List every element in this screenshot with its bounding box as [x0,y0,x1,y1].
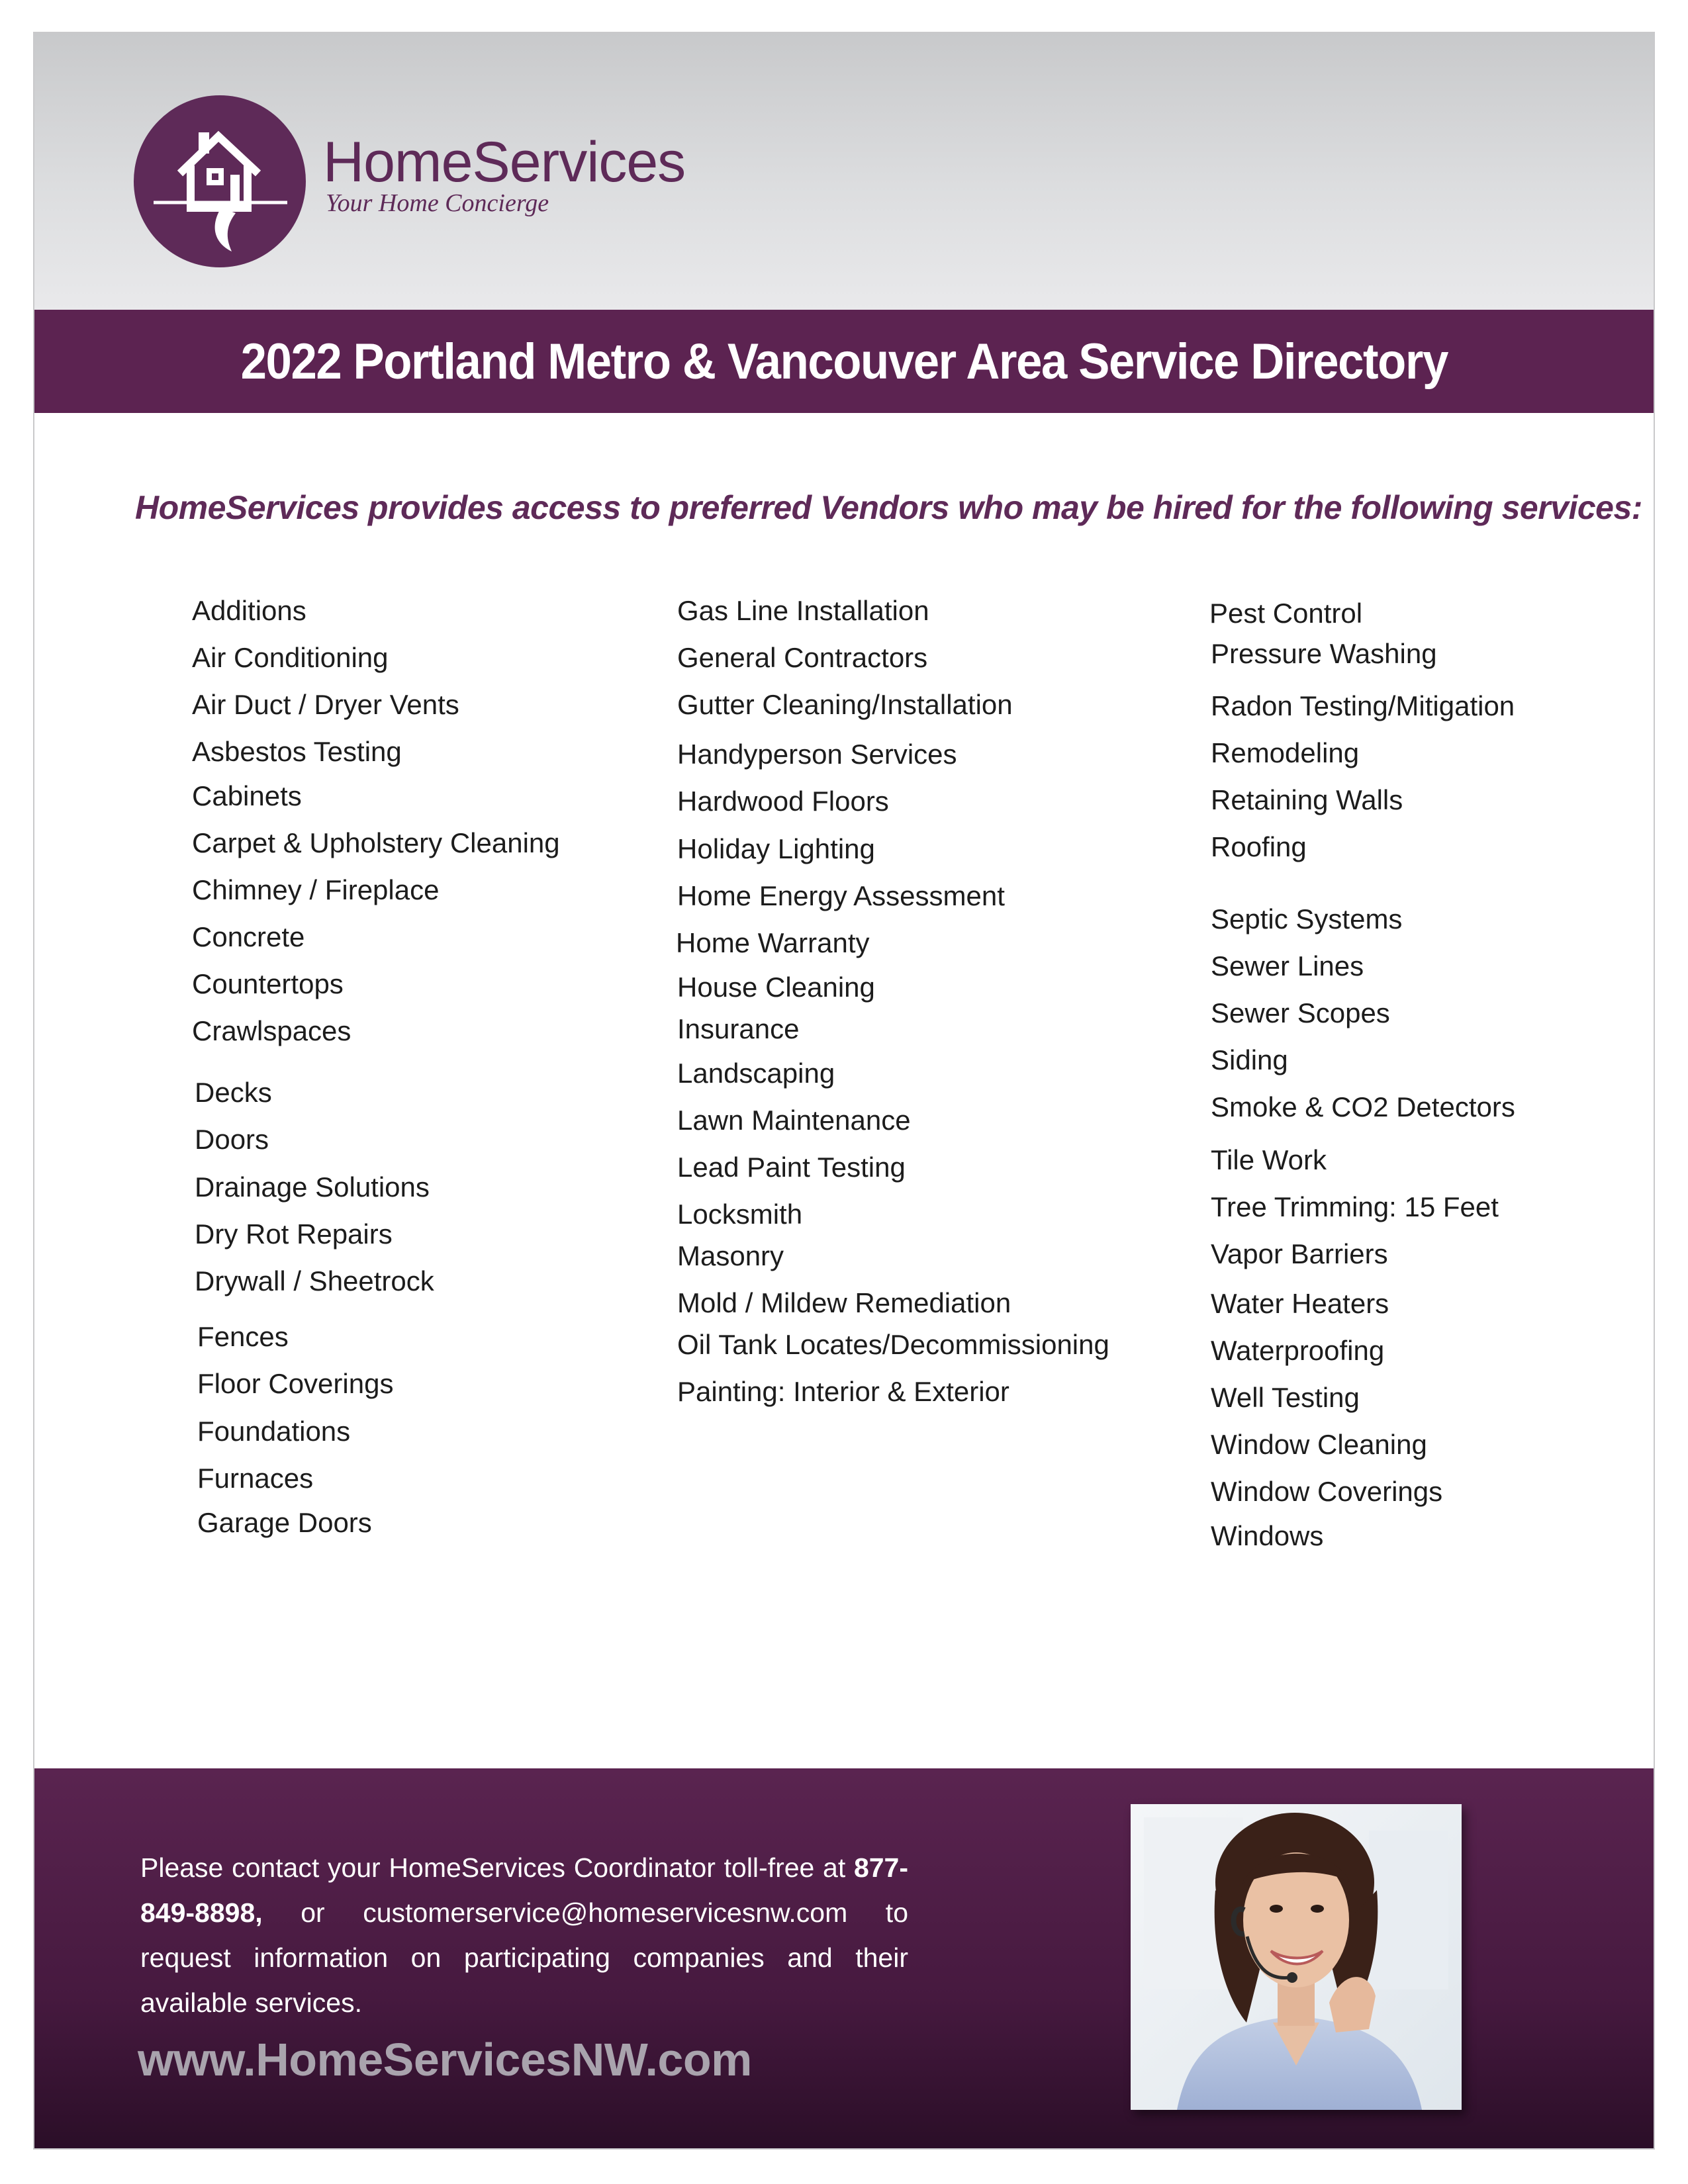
service-item: Doors [195,1124,269,1155]
service-item: Home Energy Assessment [677,880,1005,911]
header-band [34,33,1654,310]
service-item: Lawn Maintenance [677,1105,911,1136]
service-item: Painting: Interior & Exterior [677,1376,1009,1407]
service-item: Window Coverings [1211,1476,1443,1507]
footer-band [34,1768,1654,2150]
service-item: Floor Coverings [197,1368,394,1399]
service-item: Smoke & CO2 Detectors [1211,1091,1515,1122]
service-item: Air Duct / Dryer Vents [192,689,459,720]
service-item: Air Conditioning [192,642,389,673]
service-item: Home Warranty [676,927,870,958]
service-item: Roofing [1211,831,1307,862]
service-item: Fences [197,1321,289,1352]
service-item: Oil Tank Locates/Decommissioning [677,1329,1109,1360]
service-item: Decks [195,1077,272,1108]
service-item: Chimney / Fireplace [192,874,440,905]
service-item: Masonry [677,1240,784,1271]
service-item: Cabinets [192,780,302,811]
title-bar [34,310,1654,413]
service-item: Windows [1211,1520,1324,1551]
contact-prefix: Please contact your HomeServices Coordinator toll-free at [140,1852,854,1883]
service-item: Water Heaters [1211,1288,1389,1319]
contact-details: or customerservice@homeservicesnw.com to request information on participating companies and their available services. [140,1897,908,2018]
service-item: Crawlspaces [192,1015,352,1046]
service-item: Handyperson Services [677,739,957,770]
directory-page [33,32,1655,2150]
service-item: Vapor Barriers [1211,1238,1388,1269]
service-item: Radon Testing/Mitigation [1211,690,1515,721]
service-item: Remodeling [1211,737,1360,768]
service-item: Locksmith [677,1199,803,1230]
service-item: Carpet & Upholstery Cleaning [192,827,560,858]
intro-text: HomeServices provides access to preferred Vendors who may be hired for the following services: [135,489,1642,526]
service-item: Concrete [192,921,305,952]
service-item: Siding [1211,1044,1288,1075]
service-item: Well Testing [1211,1382,1360,1413]
service-item: Tree Trimming: 15 Feet [1211,1191,1499,1222]
service-item: Sewer Lines [1211,950,1364,981]
service-item: Lead Paint Testing [677,1152,906,1183]
service-item: Drywall / Sheetrock [195,1265,434,1297]
service-item: Asbestos Testing [192,736,402,767]
brand-name: HomeServices [323,130,686,194]
service-item: House Cleaning [677,972,875,1003]
service-item: Holiday Lighting [677,833,875,864]
service-item: Retaining Walls [1211,784,1403,815]
service-item: Sewer Scopes [1211,997,1390,1028]
service-item: Tile Work [1211,1144,1327,1175]
contact-text [140,1845,908,2025]
service-item: Pressure Washing [1211,638,1437,669]
service-item: Gas Line Installation [677,595,929,626]
house-with-key-icon [134,95,306,267]
service-item: Additions [192,595,306,626]
service-item: Pest Control [1209,598,1363,629]
service-item: Hardwood Floors [677,786,889,817]
website-link[interactable]: www.HomeServicesNW.com [138,2034,752,2085]
service-item: Furnaces [197,1463,314,1494]
service-item: Waterproofing [1211,1335,1385,1366]
customer-service-agent-with-headset-photo [1131,1804,1462,2110]
page-title: 2022 Portland Metro & Vancouver Area Service Directory [240,333,1448,390]
service-item: Mold / Mildew Remediation [677,1287,1011,1318]
service-item: Insurance [677,1013,800,1044]
service-item: Drainage Solutions [195,1171,430,1203]
service-item: Countertops [192,968,344,999]
service-item: General Contractors [677,642,928,673]
service-item: Septic Systems [1211,903,1403,934]
phone-number[interactable]: 877-849-8898, [140,1852,908,1928]
brand-tagline: Your Home Concierge [326,189,549,217]
service-item: Gutter Cleaning/Installation [677,689,1013,720]
service-item: Landscaping [677,1058,835,1089]
service-item: Garage Doors [197,1507,372,1538]
service-item: Foundations [197,1416,351,1447]
service-item: Dry Rot Repairs [195,1218,393,1250]
service-item: Window Cleaning [1211,1429,1427,1460]
agent-photo-illustration [1131,1804,1462,2110]
